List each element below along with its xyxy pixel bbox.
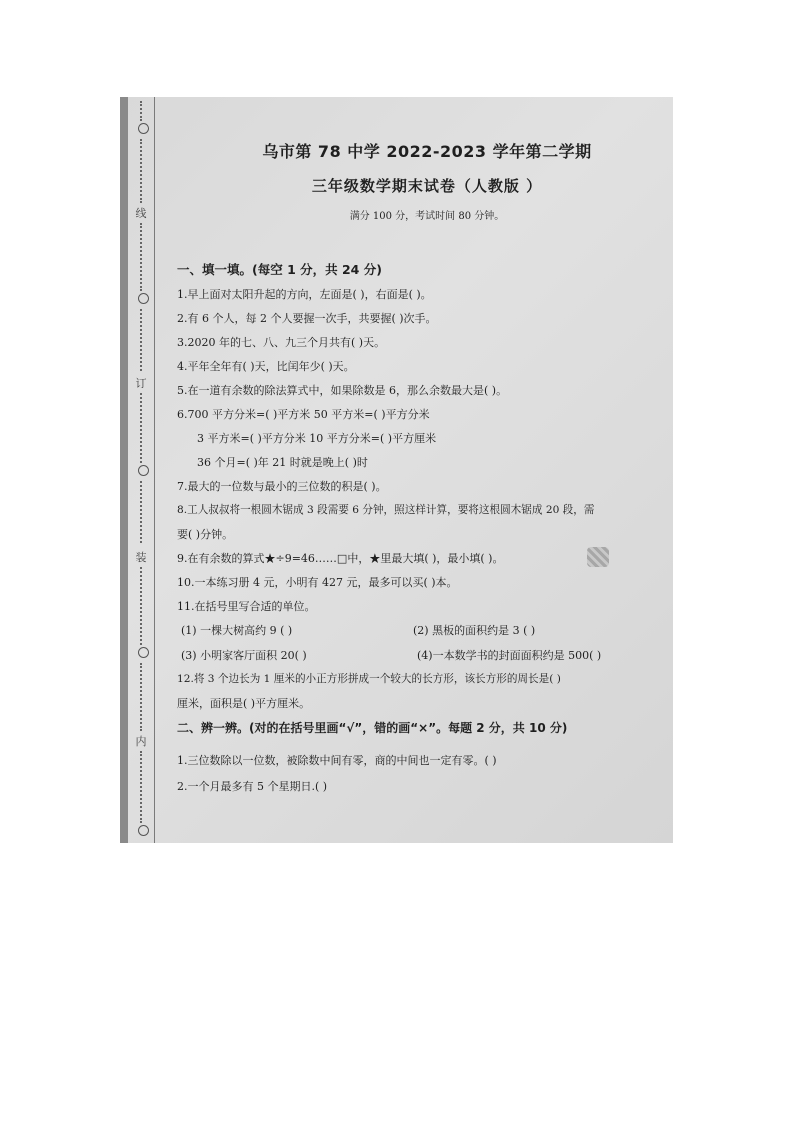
question-8a: 8.工人叔叔将一根圆木锯成 3 段需要 6 分钟，照这样计算，要将这根圆木锯成 20 段，需	[177, 504, 595, 516]
binding-hole-icon	[138, 123, 149, 134]
exam-info: 满分 100 分，考试时间 80 分钟。	[349, 211, 505, 222]
dotted-line	[140, 663, 144, 731]
binding-char-zhuang: 装	[135, 551, 147, 564]
dotted-line	[140, 309, 144, 371]
binding-margin	[128, 97, 154, 843]
question-9: 9.在有余数的算式★÷9=46……□中，★里最大填( )，最小填( )。	[177, 552, 504, 565]
section2-heading: 二、辨一辨。(对的在括号里画“√”，错的画“×”。每题 2 分，共 10 分)	[177, 721, 568, 735]
question-12b: 厘米，面积是( )平方厘米。	[177, 697, 311, 710]
question-11-2: (2) 黑板的面积约是 3 ( )	[413, 624, 536, 637]
question-5: 5.在一道有余数的除法算式中，如果除数是 6，那么余数最大是( )。	[177, 384, 508, 397]
binding-hole-icon	[138, 825, 149, 836]
question-6b: 3 平方米=( )平方分米 10 平方分米=( )平方厘米	[197, 432, 437, 445]
dotted-line	[140, 751, 144, 823]
section1-heading: 一、填一填。(每空 1 分，共 24 分)	[177, 262, 382, 277]
judge-1: 1.三位数除以一位数，被除数中间有零，商的中间也一定有零。( )	[177, 754, 497, 767]
exam-title: 三年级数学期末试卷（人教版 ）	[311, 177, 543, 195]
dotted-line	[140, 139, 144, 203]
blurred-patch	[587, 547, 609, 567]
paper-edge	[120, 97, 128, 843]
binding-hole-icon	[138, 465, 149, 476]
dotted-line	[140, 481, 144, 543]
question-11-1: (1) 一棵大树高约 9 ( )	[181, 624, 293, 637]
dotted-line	[140, 101, 144, 121]
question-7: 7.最大的一位数与最小的三位数的积是( )。	[177, 480, 387, 493]
question-1: 1.早上面对太阳升起的方向，左面是( )，右面是( )。	[177, 288, 432, 301]
question-6c: 36 个月=( )年 21 时就是晚上( )时	[197, 456, 368, 469]
binding-hole-icon	[138, 647, 149, 658]
binding-char-nei: 内	[135, 735, 147, 748]
question-2: 2.有 6 个人，每 2 个人要握一次手，共要握( )次手。	[177, 312, 437, 325]
binding-hole-icon	[138, 293, 149, 304]
question-11-3: (3) 小明家客厅面积 20( )	[181, 649, 307, 662]
exam-paper-photo	[120, 97, 673, 843]
binding-char-ding: 订	[135, 377, 147, 390]
question-11: 11.在括号里写合适的单位。	[177, 600, 316, 613]
question-12a: 12.将 3 个边长为 1 厘米的小正方形拼成一个较大的长方形，该长方形的周长是( )	[177, 673, 561, 685]
judge-2: 2.一个月最多有 5 个星期日.( )	[177, 780, 328, 793]
dotted-line	[140, 223, 144, 291]
school-term-title: 乌市第 78 中学 2022-2023 学年第二学期	[262, 142, 592, 161]
dotted-line	[140, 567, 144, 645]
dotted-line	[140, 393, 144, 463]
question-11-4: (4)一本数学书的封面面积约是 500( )	[417, 649, 602, 662]
binding-char-xian: 线	[135, 207, 147, 220]
question-3: 3.2020 年的七、八、九三个月共有( )天。	[177, 336, 386, 349]
question-6a: 6.700 平方分米=( )平方米 50 平方米=( )平方分米	[177, 408, 430, 421]
question-4: 4.平年全年有( )天，比闰年少( )天。	[177, 360, 355, 373]
binding-rule	[154, 97, 155, 843]
question-8b: 要( )分钟。	[177, 528, 234, 541]
question-10: 10.一本练习册 4 元，小明有 427 元，最多可以买( )本。	[177, 576, 458, 589]
